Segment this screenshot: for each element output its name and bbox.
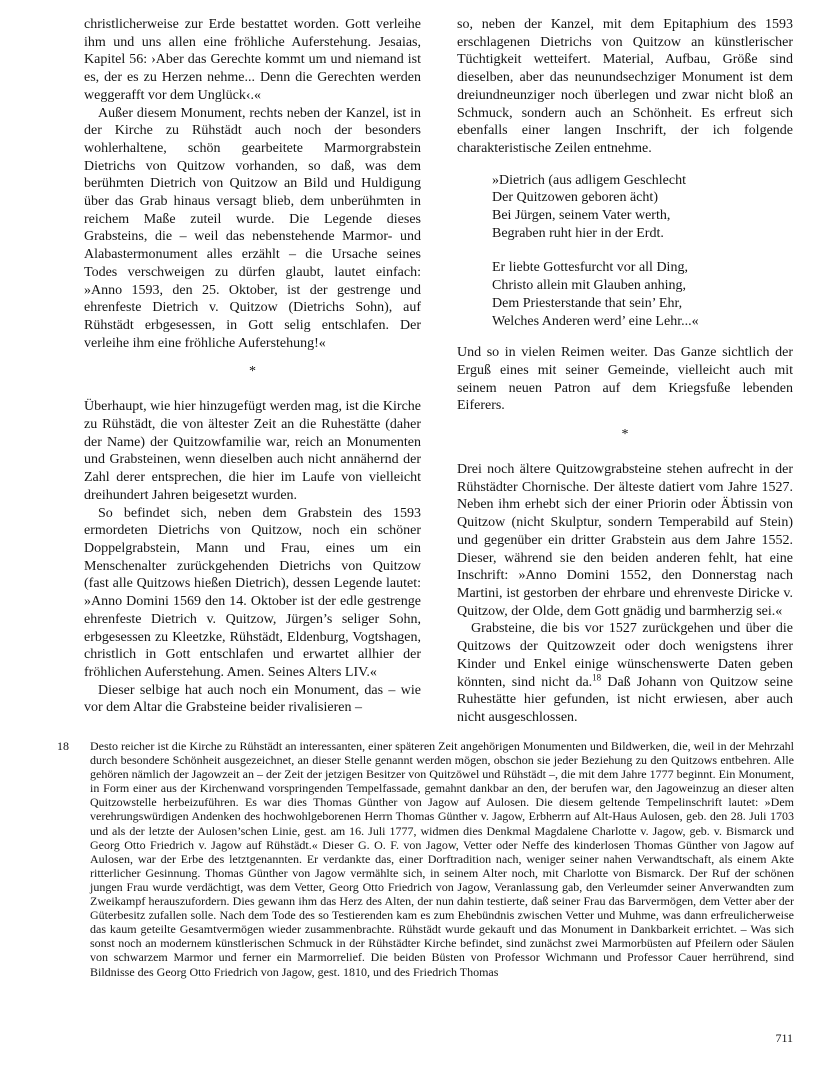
paragraph: Überhaupt, wie hier hinzugefügt werden mag, ist die Kirche zu Rühstädt, die von ältester Zeit an die Ruhestätte (daher der Name) der Quitzowfamilie war, reich an Monumenten und Grabsteinen, wenn dieselben auch nicht annähernd der Zahl derer entsprechen, die hier im Laufe von vielleicht dreihundert Jahren beigesetzt wurden.	[84, 399, 421, 503]
asterisk-section-separator: *	[249, 364, 256, 380]
asterisk-section-separator: *	[621, 427, 629, 443]
verse-stanza	[492, 172, 793, 243]
verse-line: Der Quitzowen geboren ächt)	[492, 190, 658, 206]
footnote	[57, 739, 794, 979]
right-column	[457, 16, 793, 727]
verse-line: Dem Priesterstande that sein’ Ehr,	[492, 295, 683, 311]
epitaph-verse	[492, 172, 793, 331]
paragraph: Dieser selbige hat auch noch ein Monument, das – wie vor dem Altar die Grabsteine beider rivalisieren –	[84, 682, 421, 716]
paragraph-text: Daß Johann von Quitzow seine Ruhestätte hier gefunden, ist nicht erwiesen, aber auch nicht ausgeschlossen.	[457, 674, 793, 725]
paragraph: Drei noch ältere Quitzowgrabsteine stehen aufrecht in der Rühstädter Chornische. Der älteste datiert vom Jahre 1527. Neben ihm erhebt sich der einer Priorin oder Äbtissin von Quitzow (nicht Skulptur, sondern Temperabild auf Stein) und gegenüber ein dritter Grabstein aus dem Jahre 1552. Dieser, während sie den beiden anderen fehlt, hat eine Inschrift: »Anno Domini 1552, den Donnerstag nach Martini, ist gestorben der ehrbare und ehrenveste Diricke v. Quitzow, der Olde, dem Gott gnädig und barmherzig sei.«	[457, 462, 793, 619]
paragraph: Und so in vielen Reimen weiter. Das Ganze sichtlich der Erguß eines mit seiner Gemeinde, vielleicht auch mit seinem neuen Patron auf dem Kriegsfuße lebenden Eiferers.	[457, 345, 793, 414]
paragraph-continuation: christlicherweise zur Erde bestattet worden. Gott verleihe ihm und uns allen eine fröhliche Auferstehung. Jesaias, Kapitel 56: ›Aber das Gerechte kommt um und niemand ist es, der es zu Herzen nehme... Denn die Gerechten werden weggerafft vor dem Unglück‹.«	[84, 17, 421, 103]
footnote-number: 18	[57, 739, 69, 753]
paragraph: So befindet sich, neben dem Grabstein des 1593 ermordeten Dietrichs von Quitzow, noch ein schöner Doppelgrabstein, Mann und Frau, eines um ein Menschenalter zurückgehenden Dietrichs von Quitzow (fast alle Quitzows hießen Dietrich), dessen Legende lautet: »Anno Domini 1569 den 14. Oktober ist der edle gestrenge ehrenfeste Dietrich v. Quitzow, Jürgen’s seliger Sohn, erbgesessen zu Kleetzke, Rühstädt, Eldenburg, Vogtshagen, christlich in Gott entschlafen und erwartet allhier der fröhlichen Auferstehung. Amen. Seines Alters LIV.«	[84, 505, 421, 680]
verse-line: Bei Jürgen, seinem Vater werth,	[492, 208, 671, 224]
paragraph-text: Grabsteine, die bis vor 1527 zurückgehen und über die Quitzows der Quitzowzeit oder doch wenigstens ihrer Kinder und Enkel einige wünschenswerte Daten geben könnten, sind nicht da.	[457, 621, 793, 690]
page-number: 711	[775, 1031, 793, 1045]
paragraph	[457, 620, 793, 726]
verse-line: Begraben ruht hier in der Erdt.	[492, 225, 664, 241]
verse-line: Welches Anderen werd’ eine Lehr...«	[492, 313, 699, 329]
left-column	[84, 16, 421, 717]
footnote-reference: 18	[592, 671, 602, 682]
verse-line: Er liebte Gottesfurcht vor all Ding,	[492, 260, 688, 276]
verse-line: »Dietrich (aus adligem Geschlecht	[492, 172, 686, 188]
paragraph-continuation: so, neben der Kanzel, mit dem Epitaphium des 1593 erschlagenen Dietrichs von Quitzow an künstlerischer Tüchtigkeit wetteifert. Material, Aufbau, Größe sind dieselben, aber das neunundsechziger Monument ist dem dreiundneunziger noch überlegen und zwar nicht bloß an Schmuck, sondern auch an Schönheit. Es erfreut sich ebenfalls einer langen Inschrift, der ich folgende charakteristische Zeilen entnehme.	[457, 17, 793, 156]
verse-stanza	[492, 259, 793, 330]
verse-line: Christo allein mit Glauben anhing,	[492, 278, 687, 294]
footnote-text: Desto reicher ist die Kirche zu Rühstädt an interessanten, einer späteren Zeit angehörigen Monumenten und Bildwerken, die, weil in der Mehrzahl durch besondere Schönheit ausgezeichnet, an dieser Stelle genannt werden mögen, obschon sie jeder Beziehung zu den Quitzows entbehren. Alle gehören nämlich der Jagowzeit an – der Zeit der jetzigen Besitzer von Quitzöwel und Rühstädt –, die mit dem Jahre 1777 beginnt. Ein Monument, in Form einer aus der Kirchenwand vorspringenden Tempelfassade, gemahnt dankbar an den, der berufen war, den Jagoweinzug an dieser alten Quitzowstelle herbeizuführen. Es war dies Thomas Günther von Jagow auf Aulosen. Die diesem geltende Tempelinschrift lautet: »Dem verehrungswürdigen Andenken des hochwohlgeborenen Herrn Thomas Günther v. Jagow, Erbherrn auf Alt-Haus Aulosen, geb. den 28. Juli 1703 und als der letzte der Aulosen’schen Linie, gest. am 16. Juli 1777, widmen dies Denkmal Magdalene Charlotte v. Jagow, geb. v. Bismarck und Georg Otto Friedrich v. Jagow auf Rühstädt.« Dieser G. O. F. von Jagow, Vetter oder Neffe des kinderlosen Thomas Günther von Jagow auf Aulosen, war der Erbe des letztgenannten. Er verdankte das, einer Dorftradition nach, weniger seiner nahen Verwandtschaft, als einem Akte ritterlicher Gesinnung. Thomas Günther von Jagow vermählte sich, in seinem Alter noch, mit Charlotte von Bismarck. Der Ruf der schönen jungen Frau wurde verdächtigt, was dem Vetter, Georg Otto Friedrich von Jagow, Veranlassung gab, den Verleumder seiner Anverwandten zum Zweikampf herauszufordern. Dies gewann ihm das Herz des Alten, der nun dahin testierte, daß seiner Frau das Barvermögen, dem Vetter aber der Güterbesitz zufallen solle. Nach dem Tode des so Testierenden kam es zum Ehebündnis zwischen Vetter und Muhme, was dann erfreulicherweise das kaum geteilte Gesamtvermögen wieder zusammenbrachte. Rühstädt wurde gekauft und das Monument in Dankbarkeit errichtet. – Was sich sonst noch an modernem künstlerischen Schmuck in der Rühstädter Kirche befindet, sind zunächst zwei Marmorbüsten auf Pfeilern oder Säulen von schwarzem Marmor und ferner ein Marmorrelief. Die beiden Büsten von Professor Wichmann und Professor Cauer herrührend, sind Bildnisse des Georg Otto Friedrich von Jagow, gest. 1810, und des Friedrich Thomas	[90, 739, 794, 979]
paragraph: Außer diesem Monument, rechts neben der Kanzel, ist in der Kirche zu Rühstädt auch noch der besonders wohlerhaltene, schön gearbeitete Marmorgrabstein Dietrichs von Quitzow vorhanden, so daß, was dem berühmten Dietrich von Quitzow an Bild und Huldigung über das Grab hinaus versagt blieb, dem unberühmten in reichem Maße zuteil wurde. Die Legende dieses Grabsteins, die – weil das nebenstehende Marmor- und Alabastermonument alles erzählt – die Ursache seines Todes verschweigen zu dürfen glaubt, lautet einfach: »Anno 1593, den 25. Oktober, ist der gestrenge und ehrenfeste Dietrich v. Quitzow (Dietrichs Sohn), auf Rühstädt erbgesessen, in Gott selig entschlafen. Der verleihe ihm eine fröhliche Auferstehung!«	[84, 105, 421, 351]
